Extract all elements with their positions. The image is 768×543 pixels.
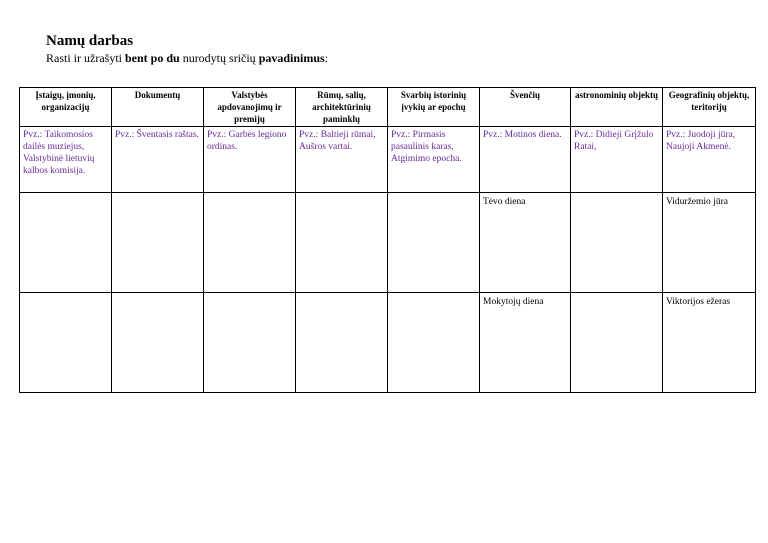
answer-cell[interactable]: Tėvo diena bbox=[480, 193, 571, 293]
example-cell: Pvz.: Garbės legiono ordinas. bbox=[204, 127, 296, 193]
instruction-line bbox=[46, 50, 328, 66]
answer-row bbox=[20, 193, 756, 293]
answer-cell[interactable] bbox=[112, 193, 204, 293]
example-cell: Pvz.: Taikomosios dailės muziejus, Valstybinė lietuvių kalbos komisija. bbox=[20, 127, 112, 193]
answer-cell[interactable] bbox=[204, 293, 296, 393]
answer-cell[interactable]: Mokytojų diena bbox=[480, 293, 571, 393]
answer-cell[interactable] bbox=[388, 293, 480, 393]
header-astronomical-objects: astronominių objektų bbox=[571, 88, 663, 127]
answer-cell[interactable] bbox=[112, 293, 204, 393]
answer-cell[interactable] bbox=[204, 193, 296, 293]
answer-cell[interactable]: Viduržemio jūra bbox=[663, 193, 756, 293]
homework-table bbox=[19, 87, 756, 393]
answer-cell[interactable] bbox=[20, 293, 112, 393]
answer-cell[interactable] bbox=[388, 193, 480, 293]
header-documents: Dokumentų bbox=[112, 88, 204, 127]
example-cell: Pvz.: Šventasis raštas. bbox=[112, 127, 204, 193]
header-holidays: Švenčių bbox=[480, 88, 571, 127]
answer-row bbox=[20, 293, 756, 393]
instruction-bold1: bent po du bbox=[124, 51, 180, 65]
header-institutions: Įstaigų, įmonių, organizacijų bbox=[20, 88, 112, 127]
header-geographic-objects: Geografinių objektų, teritorijų bbox=[663, 88, 756, 127]
example-cell: Pvz.: Motinos diena. bbox=[480, 127, 571, 193]
document-title: Namų darbas bbox=[46, 33, 134, 49]
answer-cell[interactable] bbox=[20, 193, 112, 293]
answer-cell[interactable] bbox=[571, 193, 663, 293]
example-cell: Pvz.: Pirmasis pasaulinis karas, Atgimimo epocha. bbox=[388, 127, 480, 193]
header-state-awards: Valstybės apdovanojimų ir premijų bbox=[204, 88, 296, 127]
answer-cell[interactable] bbox=[296, 293, 388, 393]
example-cell: Pvz.: Juodoji jūra, Naujoji Akmenė. bbox=[663, 127, 756, 193]
example-cell: Pvz.: Didieji Grįžulo Ratai, bbox=[571, 127, 663, 193]
header-row bbox=[20, 88, 756, 127]
header-buildings: Rūmų, salių, architektūrinių paminklų bbox=[296, 88, 388, 127]
answer-cell[interactable]: Viktorijos ežeras bbox=[663, 293, 756, 393]
header-historic-events: Svarbių istorinių įvykių ar epochų bbox=[388, 88, 480, 127]
instruction-part1: Rasti ir užrašyti bbox=[46, 51, 125, 65]
answer-cell[interactable] bbox=[296, 193, 388, 293]
instruction-bold2: pavadinimus bbox=[258, 51, 325, 65]
instruction-part2: nurodytų sričių bbox=[179, 51, 259, 65]
answer-cell[interactable] bbox=[571, 293, 663, 393]
example-row bbox=[20, 127, 756, 193]
example-cell: Pvz.: Baltieji rūmai, Aušros vartai. bbox=[296, 127, 388, 193]
instruction-part3: : bbox=[324, 51, 329, 65]
